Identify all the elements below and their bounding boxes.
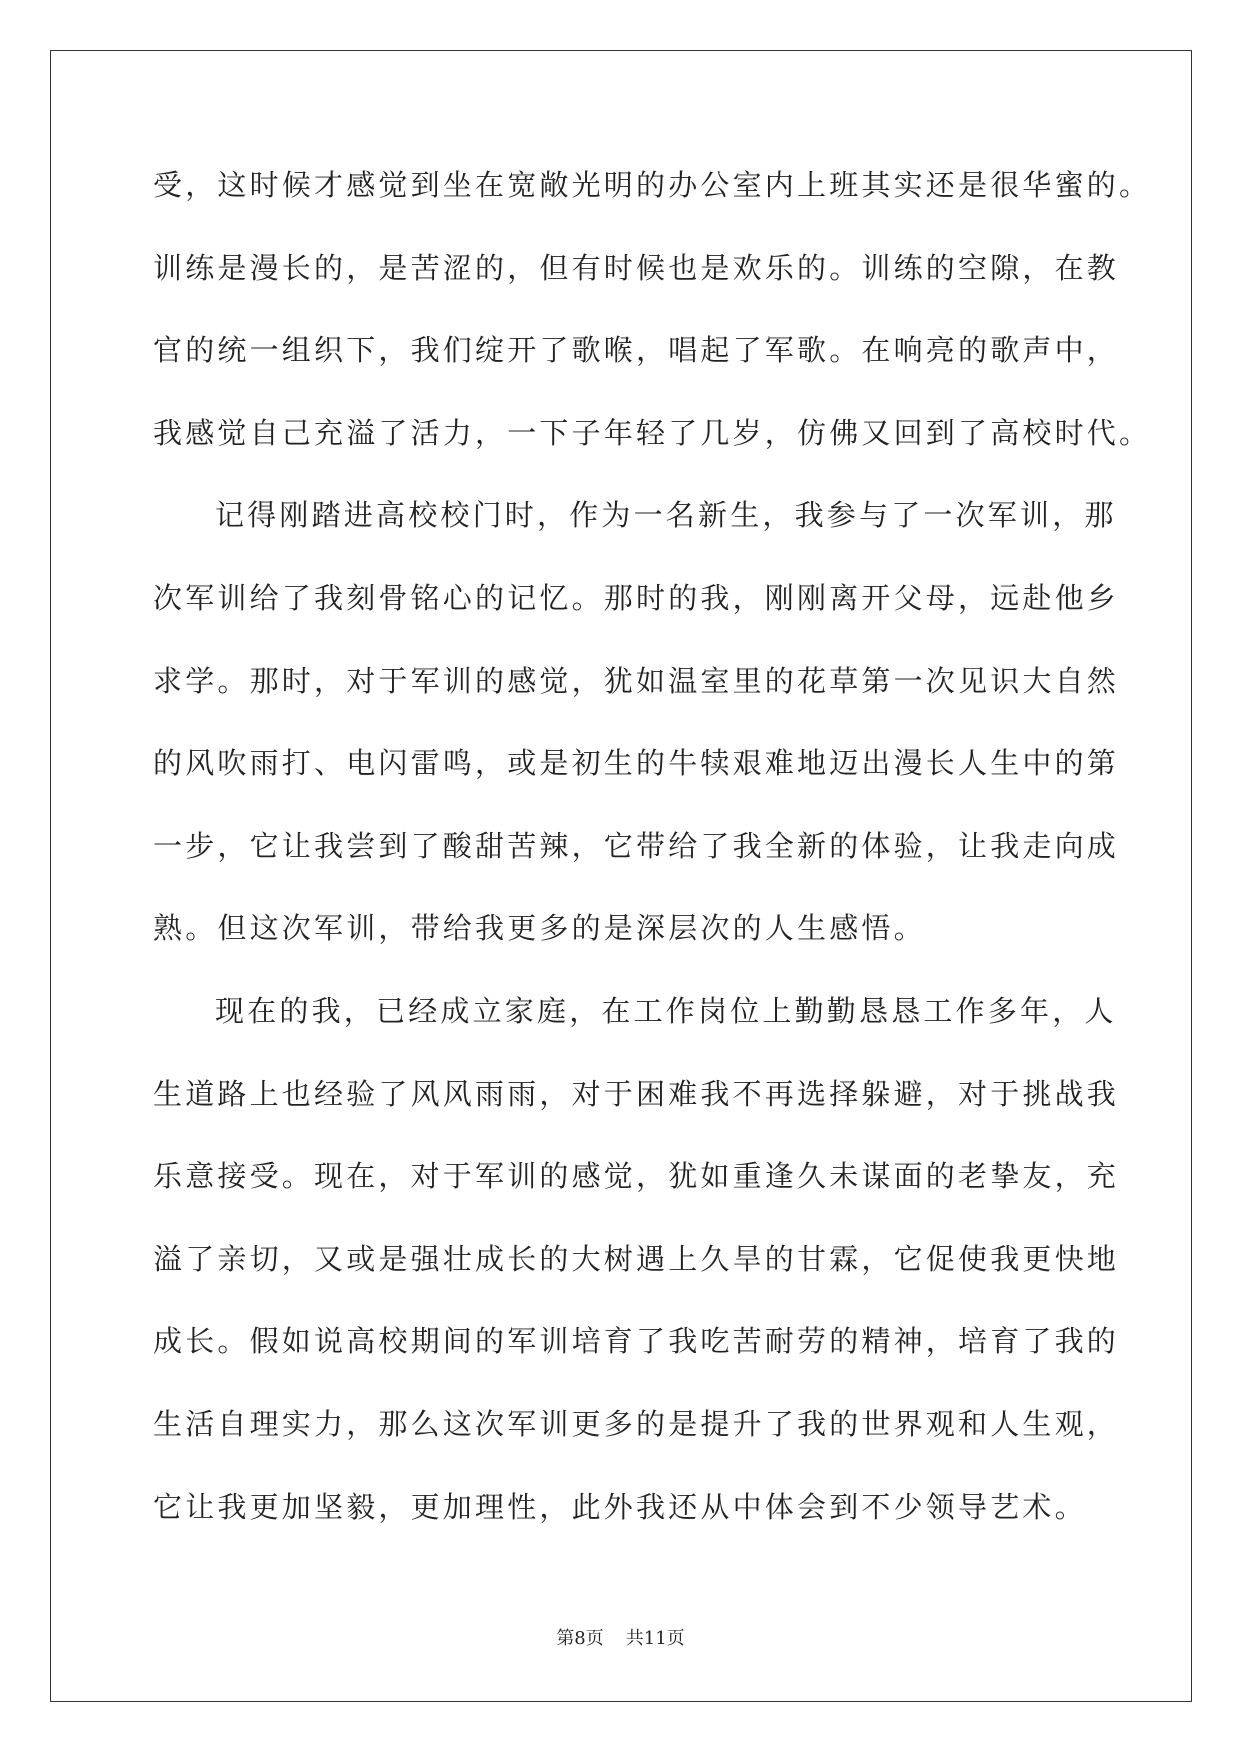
text-line: 官的统一组织下，我们绽开了歌喉，唱起了军歌。在响亮的歌声中， [153,333,1120,368]
text-line: 它让我更加坚毅，更加理性，此外我还从中体会到不少领导艺术。 [153,1489,1087,1524]
text-line: 次军训给了我刻骨铭心的记忆。那时的我，刚刚离开父母，远赴他乡 [153,580,1120,615]
text-line: 溢了亲切，又或是强壮成长的大树遇上久旱的甘霖，它促使我更快地 [153,1241,1120,1276]
text-line: 生活自理实力，那么这次军训更多的是提升了我的世界观和人生观， [153,1406,1120,1441]
text-line: 求学。那时，对于军训的感觉，犹如温室里的花草第一次见识大自然 [153,663,1120,698]
page-number: 第8页 [556,1628,604,1649]
text-line: 成长。假如说高校期间的军训培育了我吃苦耐劳的精神，培育了我的 [153,1324,1120,1359]
text-line: 乐意接受。现在，对于军训的感觉，犹如重逢久未谋面的老挚友，充 [153,1159,1120,1194]
text-line: 我感觉自己充溢了活力，一下子年轻了几岁，仿佛又回到了高校时代。 [153,415,1152,450]
text-line: 训练是漫长的，是苦涩的，但有时候也是欢乐的。训练的空隙，在教 [153,250,1120,285]
text-line: 受，这时候才感觉到坐在宽敞光明的办公室内上班其实还是很华蜜的。 [153,168,1152,202]
text-line: 的风吹雨打、电闪雷鸣，或是初生的牛犊艰难地迈出漫长人生中的第 [153,746,1120,781]
document-body [153,155,1152,1559]
paragraph-first-line: 记得刚踏进高校校门时，作为一名新生，我参与了一次军训，那 [215,498,1117,533]
page-total: 共11页 [625,1628,685,1649]
text-line: 生道路上也经验了风风雨雨，对于困难我不再选择躲避，对于挑战我 [153,1076,1120,1111]
paragraph-first-line: 现在的我，已经成立家庭，在工作岗位上勤勤恳恳工作多年，人 [215,993,1117,1028]
page-footer [0,1624,1241,1650]
text-line: 熟。但这次军训，带给我更多的是深层次的人生感悟。 [153,911,926,946]
text-line: 一步，它让我尝到了酸甜苦辣，它带给了我全新的体验，让我走向成 [153,828,1120,863]
